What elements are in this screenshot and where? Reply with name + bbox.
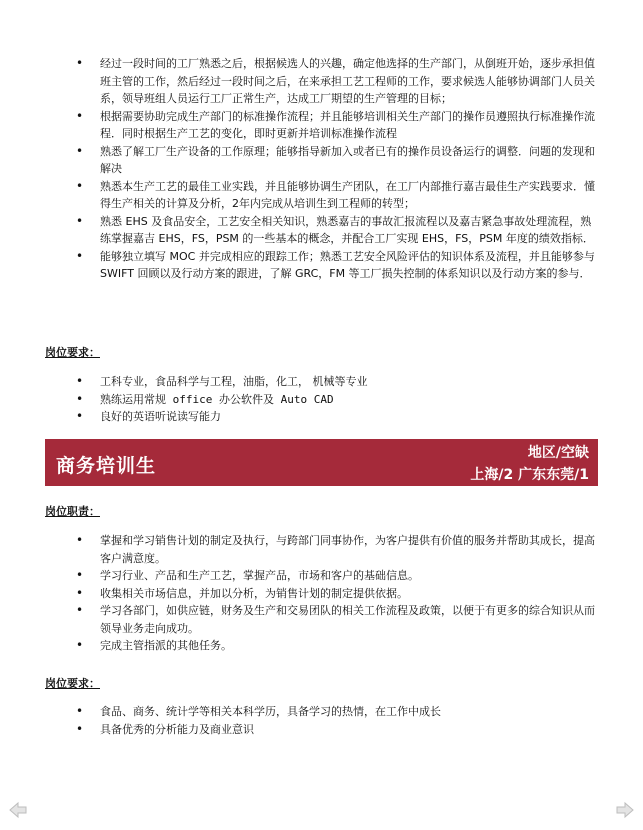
list-item: • 熟练运用常规 office 办公软件及 Auto CAD xyxy=(76,391,598,409)
arrow-left-icon xyxy=(8,800,28,820)
list-item: • 熟悉本生产工艺的最佳工业实践，并且能够协调生产团队，在工厂内部推行嘉吉最佳生产实践要求．懂得生产相关的计算及分析，2年内完成从培训生到工程师的转型； xyxy=(76,178,598,213)
next-page-button[interactable] xyxy=(615,800,635,820)
position-banner xyxy=(45,439,598,486)
list-item: • 良好的英语听说读写能力 xyxy=(76,408,598,426)
region-value: 上海/2 广东东莞/1 xyxy=(470,467,589,483)
list-item: • 掌握和学习销售计划的制定及执行，与跨部门同事协作，为客户提供有价值的服务并帮助其成长，提高客户满意度。 xyxy=(76,532,598,567)
requirements-list xyxy=(76,373,598,426)
duties-heading: 岗位职责： xyxy=(45,505,100,518)
list-item: • 收集相关市场信息，并加以分析，为销售计划的制定提供依据。 xyxy=(76,585,598,603)
list-item: • 根据需要协助完成生产部门的标准操作流程；并且能够培训相关生产部门的操作员遵照执行标准操作流程．同时根据生产工艺的变化，即时更新并培训标准操作流程 xyxy=(76,108,598,143)
region-label: 地区/空缺 xyxy=(527,445,589,461)
list-item: • 熟悉了解工厂生产设备的工作原理；能够指导新加入或者已有的操作员设备运行的调整．问题的发现和解决 xyxy=(76,143,598,178)
previous-page-button[interactable] xyxy=(8,800,28,820)
requirements-heading: 岗位要求： xyxy=(45,677,100,690)
intro-responsibilities-list xyxy=(76,55,598,283)
list-item: • 学习各部门，如供应链，财务及生产和交易团队的相关工作流程及政策，以便于有更多的综合知识从而领导业务走向成功。 xyxy=(76,602,598,637)
list-item: • 经过一段时间的工厂熟悉之后，根据候选人的兴趣，确定他选择的生产部门，从倒班开始，逐步承担值班主管的工作，然后经过一段时间之后，在来承担工艺工程师的工作，要求候选人能够协调部门人员关系，领导班组人员运行工厂正常生产，达成工厂期望的生产管理的目标； xyxy=(76,55,598,108)
duties-list xyxy=(76,532,598,655)
list-item: • 熟悉 EHS 及食品安全，工艺安全相关知识，熟悉嘉吉的事故汇报流程以及嘉吉紧急事故处理流程，熟练掌握嘉吉 EHS，FS，PSM 的一些基本的概念，并配合工厂实现 EHS，FS，PSM 年度的绩效指标． xyxy=(76,213,598,248)
list-item: • 能够独立填写 MOC 并完成相应的跟踪工作；熟悉工艺安全风险评估的知识体系及流程，并且能够参与 SWIFT 回顾以及行动方案的跟进，了解 GRC，FM 等工厂损失控制的体系知识以及行动方案的参与． xyxy=(76,248,598,283)
arrow-right-icon xyxy=(615,800,635,820)
requirements-heading: 岗位要求： xyxy=(45,346,100,359)
list-item: • 学习行业、产品和生产工艺，掌握产品，市场和客户的基础信息。 xyxy=(76,567,598,585)
list-item: • 完成主管指派的其他任务。 xyxy=(76,637,598,655)
list-item: • 食品、商务、统计学等相关本科学历，具备学习的热情，在工作中成长 xyxy=(76,703,598,721)
requirements-list xyxy=(76,703,598,738)
list-item: • 工科专业，食品科学与工程，油脂，化工， 机械等专业 xyxy=(76,373,598,391)
position-title: 商务培训生 xyxy=(56,455,157,477)
list-item: • 具备优秀的分析能力及商业意识 xyxy=(76,721,598,739)
